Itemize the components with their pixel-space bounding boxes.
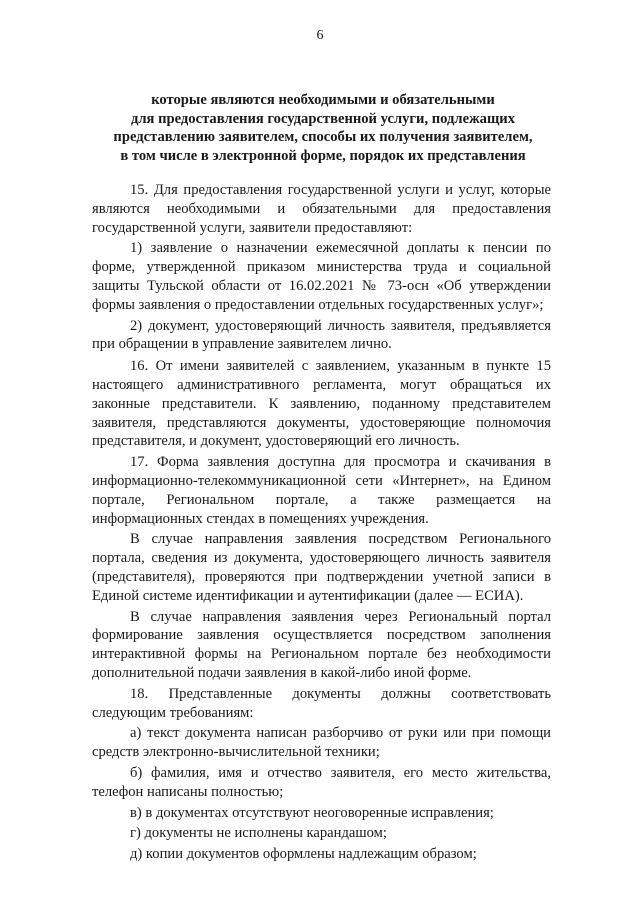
heading-line: в том числе в электронной форме, порядок их представления (120, 147, 526, 164)
requirement-a: а) текст документа написан разборчиво от руки или при помощи средств электронно-вычислительной техники; (92, 725, 551, 761)
page-number: 6 (316, 28, 324, 43)
paragraph-17-regional-portal: В случае направления заявления через Региональный портал формирование заявления осуществляется посредством заполнения интерактивной формы на Региональном портале без необходимости дополнительной подачи заявления в какой-либо иной форме. (92, 608, 551, 681)
body-text (92, 181, 551, 864)
heading-line: которые являются необходимыми и обязательными (151, 92, 495, 108)
paragraph-16: 16. От имени заявителей с заявлением, указанным в пункте 15 настоящего административного регламента, могут обращаться их законные представители. К заявлению, поданному представителем заявителя, представляются документы, удостоверяющие полномочия представителя, и документ, удостоверяющий его личность. (92, 358, 551, 450)
requirement-e: д) копии документов оформлены надлежащим образом; (130, 846, 477, 863)
paragraph-15-item-1: 1) заявление о назначении ежемесячной доплаты к пенсии по форме, утвержденной приказом министерства труда и социальной защиты Тульской области от 16.02.2021 № 73-осн «Об утверждении формы заявления о предоставлении отдельных государственных услуг»; (92, 240, 551, 313)
paragraph-18: 18. Представленные документы должны соответствовать следующим требованиям: (92, 685, 551, 721)
paragraph-15: 15. Для предоставления государственной услуги и услуг, которые являются необходимыми и обязательными для предоставления государственной услуги, заявители предоставляют: (92, 182, 551, 236)
requirement-b: б) фамилия, имя и отчество заявителя, его место жительства, телефон написаны полностью; (92, 764, 551, 800)
requirement-d: г) документы не исполнены карандашом; (130, 825, 387, 842)
heading-line: представлению заявителем, способы их получения заявителем, (113, 129, 533, 146)
paragraph-17: 17. Форма заявления доступна для просмотра и скачивания в информационно-телекоммуникационной сети «Интернет», на Едином портале, Региональном портале, а также размещается на информационных стендах в помещениях учреждения. (92, 454, 551, 527)
paragraph-17-esia: В случае направления заявления посредством Регионального портала, сведения из документа, удостоверяющего личность заявителя (представителя), проверяются при подтверждении учетной записи в Единой системе идентификации и аутентификации (далее — ЕСИА). (92, 531, 551, 604)
section-heading (92, 91, 554, 165)
heading-line: для предоставления государственной услуги, подлежащих (130, 110, 515, 127)
paragraph-15-item-2: 2) документ, удостоверяющий личность заявителя, предъявляется при обращении в управление заявителем лично. (92, 317, 551, 353)
requirement-c: в) в документах отсутствуют неоговоренные исправления; (130, 804, 494, 821)
